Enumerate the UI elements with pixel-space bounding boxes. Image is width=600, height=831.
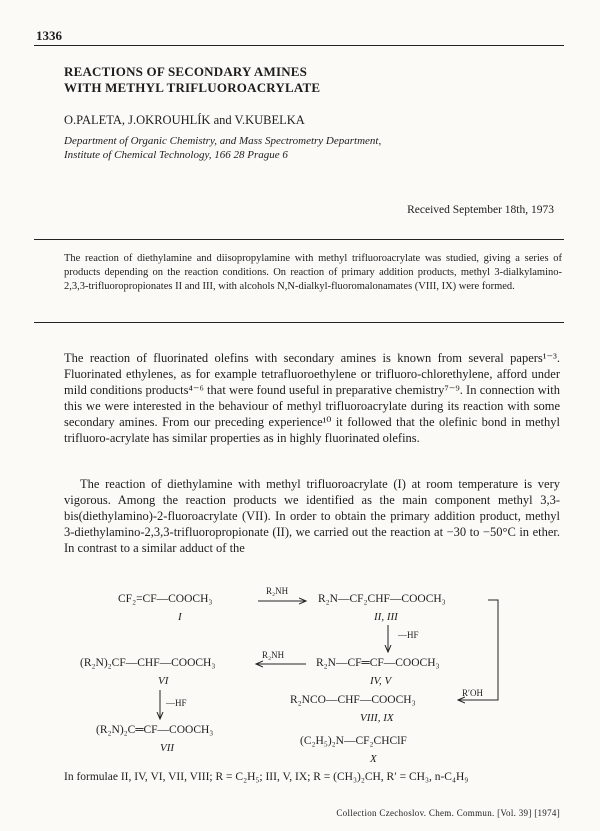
affiliation-line-1: Department of Organic Chemistry, and Mass Spectrometry Department, — [64, 135, 382, 147]
received-date: Received September 18th, 1973 — [407, 204, 554, 216]
label-I: I — [178, 611, 182, 623]
formula-X: (C₂H₅)₂N—CF₂CHClF — [300, 735, 407, 747]
label-X: X — [370, 753, 377, 765]
label-IV-V: IV, V — [370, 675, 392, 687]
label-II-III: II, III — [374, 611, 398, 623]
reagent-3: R₂NH — [262, 650, 285, 660]
formula-I: CF₂=CF—COOCH₃ — [118, 593, 213, 605]
formula-VII: (R₂N)₂C═CF—COOCH₃ — [96, 724, 214, 736]
authors: O.PALETA, J.OKROUHLÍK and V.KUBELKA — [64, 113, 305, 127]
formula-legend: In formulae II, IV, VI, VII, VIII; R = C₂H₅; III, V, IX; R = (CH₃)₂CH, R′ = CH₃, n-C₄H₉ — [64, 771, 469, 783]
formula-VIII-IX: R₂NCO—CHF—COOCH₃ — [290, 694, 416, 706]
label-VII: VII — [160, 742, 175, 754]
reagent-5: R′OH — [462, 688, 483, 698]
page-number: 1336 — [36, 28, 62, 43]
arrow-5 — [458, 600, 498, 700]
label-VIII-IX: VIII, IX — [360, 712, 394, 724]
formula-VI: (R₂N)₂CF—CHF—COOCH₃ — [80, 657, 216, 669]
paragraph-1: The reaction of fluorinated olefins with secondary amines is known from several papers¹⁻³. Fluorinated ethylenes, as for example tetrafluoroethylene or trifluoro-chlorethylene, afford under mild conditions products⁴⁻⁶ that were found useful in preparative chemistry⁷⁻⁹. In connection with this we were interested in the behaviour of methyl trifluoroacrylate during its reaction with some secondary amines. From our preceding experience¹⁰ it followed that the olefinic bond in methyl trifluoro-acrylate has similar properties as in highly fluorinated olefins. — [64, 351, 560, 445]
affiliation-line-2: Institute of Chemical Technology, 166 28 Prague 6 — [64, 149, 288, 161]
reagent-2: —HF — [398, 630, 419, 640]
formula-IV-V: R₂N—CF═CF—COOCH₃ — [316, 657, 440, 669]
abstract: The reaction of diethylamine and diisopropylamine with methyl trifluoroacrylate was studied, giving a series of products depending on the reaction conditions. On reaction of primary addition products, methyl 3-dialkylamino-2,3,3-trifluoropropionates II and III, with alcohols N,N-dialkyl-fluoromalonamates (VIII, IX) were formed. — [64, 253, 562, 292]
reagent-1: R₂NH — [266, 586, 289, 596]
title-line-1: REACTIONS OF SECONDARY AMINES — [64, 64, 308, 79]
title-line-2: WITH METHYL TRIFLUOROACRYLATE — [64, 80, 321, 95]
journal-citation: Collection Czechoslov. Chem. Commun. [Vol. 39] [1974] — [336, 808, 560, 818]
label-VI: VI — [158, 675, 169, 687]
reagent-4: —HF — [166, 698, 187, 708]
paragraph-2: The reaction of diethylamine with methyl trifluoroacrylate (I) at room temperature is very vigorous. Among the reaction products we identified as the main component methyl 3,3-bis(diethylamino)-2-fluoroacrylate (VII). In order to obtain the primary addition product, methyl 3-diethylamino-2,3,3-trifluoropropionate (II), we carried out the reaction at −30 to −50°C in ether. In contrast to a similar adduct of the — [64, 477, 560, 555]
formula-II-III: R₂N—CF₂CHF—COOCH₃ — [318, 593, 446, 605]
